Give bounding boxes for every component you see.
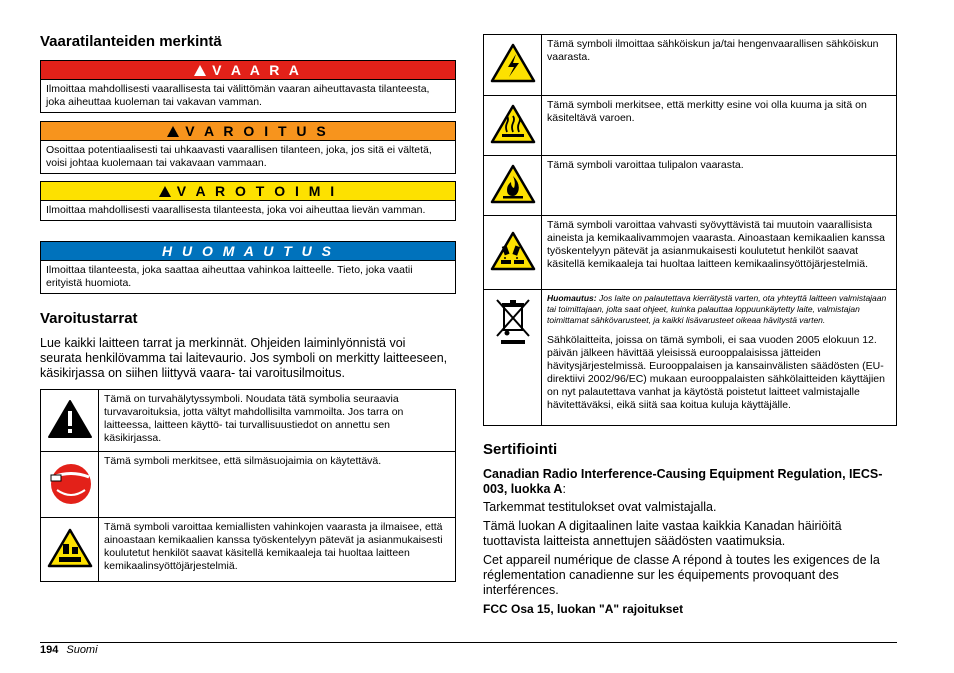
caution-text: Ilmoittaa mahdollisesti vaarallisesta tilanteesta, joka voi aiheuttaa lievän vamman. <box>46 204 426 216</box>
danger-box <box>40 60 456 113</box>
symbol-description: Tämä symboli merkitsee, että silmäsuojaimia on käytettävä. <box>99 452 456 518</box>
caution-label: V A R O T O I M I <box>176 183 338 199</box>
danger-banner <box>41 61 455 80</box>
certification-para-3: Cet appareil numérique de classe A répond à toutes les exigences de la réglementation canadienne sur les équipements provoquant des interférences. <box>483 553 880 597</box>
symbol-description: Tämä symboli varoittaa kemiallisten vahinkojen vaarasta ja ilmaisee, että ainoastaan kemikaalien kanssa työskentelyyn pätevät ja asianmukaisesti koulutetut henkilöt saavat käsitellä kemikaaleja tai huoltaa laitteen kemikaalinsyöttöjärjestelmiä. <box>99 518 456 582</box>
page-footer <box>40 644 98 656</box>
weee-note-label: Huomautus: <box>547 293 597 303</box>
symbol-table-right <box>483 34 897 426</box>
chemical-hazard-icon <box>41 518 99 582</box>
labels-intro: Lue kaikki laitteen tarrat ja merkinnät. Ohjeiden laiminlyönnistä voi seurata henkilövamma tai laitevaurio. Jos symboli on merkitty laitteeseen, käsikirjassa on siihen liittyvä vaara- tai varoitusilmoitus. <box>40 336 448 380</box>
canada-title-colon: : <box>562 482 566 496</box>
symbol-description: Tämä on turvahälytyssymboli. Noudata tätä symbolia seuraavia turvavaroituksia, jotta vältyt mahdollisilta vammoilta. Jos tarra on laitteessa, laitteen käyttö- tai turvallisuustiedot on annettu sen käsikirjassa. <box>99 390 456 452</box>
caution-banner <box>41 182 455 201</box>
weee-text: Sähkölaitteita, joissa on tämä symboli, ei saa vuoden 2005 elokuun 12. päivän jälkeen hävittää yleisissä eurooppalaisissa jätteiden hävitysjärjestelmissä. Eurooppalaisen ja kansainvälisten säädösten (EU-direktiivi 2002/96/EC) mukaan eurooppalaisten sähkölaitteiden käyttäjien on nyt palautettava vanhat ja käytöstä poistetut laitteet valmistajalle hävitettäväksi, eikä siitä saa koitua kuluja käyttäjälle. <box>547 334 885 411</box>
warning-triangle-icon <box>194 65 206 76</box>
hot-surface-icon <box>484 96 542 156</box>
warning-triangle-icon <box>159 186 171 197</box>
warning-label: V A R O I T U S <box>185 123 329 139</box>
notice-banner <box>41 242 455 261</box>
table-row <box>41 390 456 452</box>
section-heading-labels: Varoitustarrat <box>40 310 138 327</box>
fire-hazard-icon <box>484 156 542 216</box>
eye-protection-icon <box>41 452 99 518</box>
danger-label: V A A R A <box>212 62 302 78</box>
table-row <box>484 35 897 96</box>
electric-shock-icon <box>484 35 542 96</box>
page-number: 194 <box>40 644 59 656</box>
symbol-description: Tämä symboli varoittaa tulipalon vaarasta. <box>542 156 897 216</box>
notice-text: Ilmoittaa tilanteesta, joka saattaa aiheuttaa vahinkoa laitteelle. Tieto, joka vaatii erityistä huomiota. <box>46 264 413 289</box>
section-heading-hazard-info: Vaaratilanteiden merkintä <box>40 33 222 50</box>
canada-regulation-title <box>483 467 893 497</box>
table-row <box>484 156 897 216</box>
warning-triangle-icon <box>41 390 99 452</box>
canada-title-text: Canadian Radio Interference-Causing Equipment Regulation, IECS-003, luokka A <box>483 467 883 496</box>
weee-note <box>547 293 891 326</box>
table-row <box>484 96 897 156</box>
symbol-description: Tämä symboli merkitsee, että merkitty esine voi olla kuuma ja sitä on käsiteltävä varoen. <box>542 96 897 156</box>
weee-crossed-bin-icon <box>484 290 542 426</box>
table-row <box>41 518 456 582</box>
weee-note-text: Jos laite on palautettava kierrätystä varten, ota yhteyttä laitteen valmistajaan tai toimittajaan, jolta saat ohjeet, kuinka palauttaa loppuunkäytetty laite, valmistajan toimittamat sähkövarusteet, ja kaikki lisävarusteet oikeaa hävitystä varten. <box>547 293 887 325</box>
footer-language: Suomi <box>66 644 98 656</box>
danger-text: Ilmoittaa mahdollisesti vaarallisesta tai välittömän vaaran aiheuttavasta tilanteesta, joka aiheuttaa kuoleman tai vakavan vamman. <box>46 83 430 108</box>
footer-divider <box>40 642 897 643</box>
certification-para-1: Tarkemmat testitulokset ovat valmistajalla. <box>483 500 717 514</box>
table-row <box>41 452 456 518</box>
table-row <box>484 216 897 290</box>
warning-text: Osoittaa potentiaalisesti tai uhkaavasti vaarallisen tilanteen, joka, jos sitä ei vältetä, voisi johtaa kuolemaan tai vakavaan vammaan. <box>46 144 432 169</box>
section-heading-certification: Sertifiointi <box>483 441 558 458</box>
caution-box <box>40 181 456 221</box>
warning-triangle-icon <box>167 126 179 137</box>
warning-banner <box>41 122 455 141</box>
table-row <box>484 290 897 426</box>
symbol-description: Tämä symboli varoittaa vahvasti syövyttävistä tai muutoin vaarallisista aineista ja kemikaalivammojen vaarasta. Ainoastaan kemikaalien kanssa työskentelyyn pätevät ja asianmukaisesti koulutetut henkilöt saavat käsitellä kemikaaleja tai huoltaa laitteen kemikaalinsyöttöjärjestelmiä. <box>542 216 897 290</box>
symbol-table-left <box>40 389 456 582</box>
weee-description <box>542 290 897 426</box>
fcc-title: FCC Osa 15, luokan "A" rajoitukset <box>483 602 684 616</box>
notice-box <box>40 241 456 294</box>
certification-para-2: Tämä luokan A digitaalinen laite vastaa kaikkia Kanadan häiriöitä tuottavista laitteista annettujen säädösten vaatimuksia. <box>483 519 842 548</box>
warning-box <box>40 121 456 174</box>
corrosive-icon <box>484 216 542 290</box>
symbol-description: Tämä symboli ilmoittaa sähköiskun ja/tai hengenvaarallisen sähköiskun vaarasta. <box>542 35 897 96</box>
notice-label: H U O M A U T U S <box>161 243 335 259</box>
